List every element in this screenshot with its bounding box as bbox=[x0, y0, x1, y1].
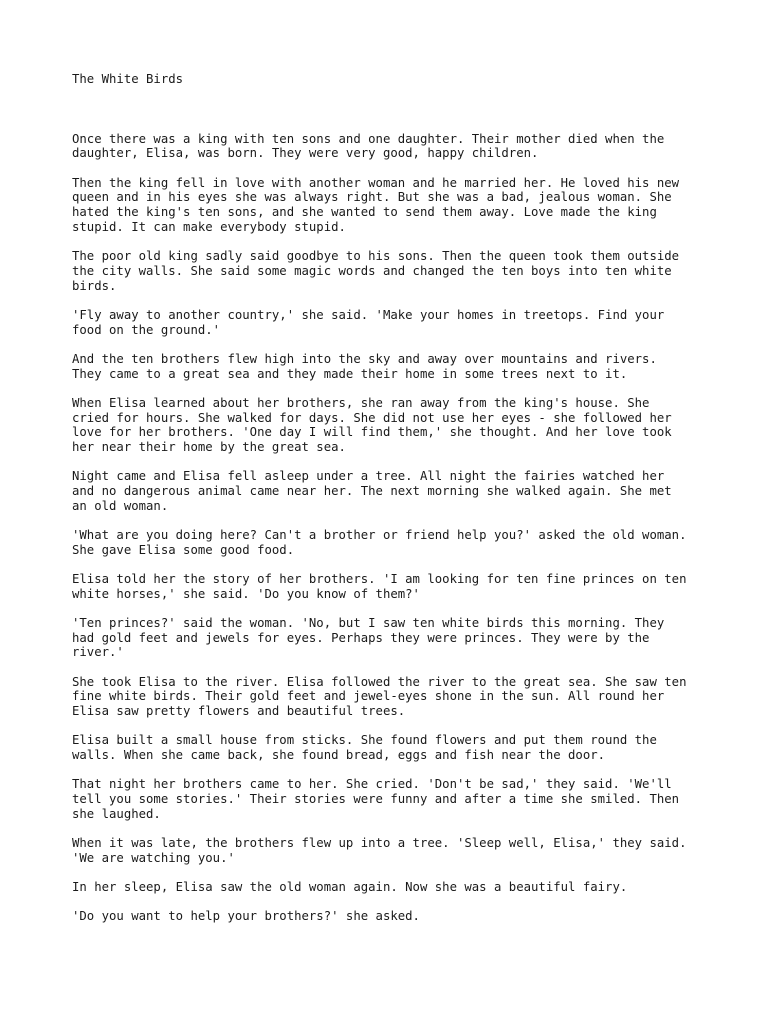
document-title: The White Birds bbox=[72, 72, 184, 86]
paragraph: When Elisa learned about her brothers, she ran away from the king's house. She cried for hours. She walked for days. She did not use her eyes - she followed her love for her brothers. 'One day I will find them,' she thought. And her love took her near their home by the great sea. bbox=[72, 395, 672, 454]
paragraph: In her sleep, Elisa saw the old woman again. Now she was a beautiful fairy. bbox=[72, 880, 628, 895]
paragraph: 'Fly away to another country,' she said. 'Make your homes in treetops. Find your food on the ground.' bbox=[72, 307, 665, 337]
paragraph: Elisa told her the story of her brothers. 'I am looking for ten fine princes on ten white horses,' she said. 'Do you know of them?' bbox=[72, 571, 687, 601]
paragraph: Elisa built a small house from sticks. She found flowers and put them round the walls. When she came back, she found bread, eggs and fish near the door. bbox=[72, 733, 657, 763]
paragraph: Once there was a king with ten sons and one daughter. Their mother died when the daughter, Elisa, was born. They were very good, happy children. bbox=[72, 131, 665, 161]
paragraph: That night her brothers came to her. She cried. 'Don't be sad,' they said. 'We'll tell you some stories.' Their stories were funny and after a time she smiled. Then she laughed. bbox=[72, 777, 680, 821]
paragraph: Then the king fell in love with another woman and he married her. He loved his new queen and in his eyes she was always right. But she was a bad, jealous woman. She hated the king's ten sons, and she wanted to send them away. Love made the king stupid. It can make everybody stupid. bbox=[72, 175, 680, 234]
paragraph: She took Elisa to the river. Elisa followed the river to the great sea. She saw ten fine white birds. Their gold feet and jewel-eyes shone in the sun. All round her Elisa saw pretty flowers and beautiful trees. bbox=[72, 674, 687, 719]
paragraph: When it was late, the brothers flew up into a tree. 'Sleep well, Elisa,' they said. 'We are watching you.' bbox=[72, 836, 687, 865]
paragraph: 'Ten princes?' said the woman. 'No, but I saw ten white birds this morning. They had gold feet and jewels for eyes. Perhaps they were princes. They were by the river.' bbox=[72, 615, 665, 660]
paragraph: 'Do you want to help your brothers?' she asked. bbox=[72, 909, 420, 924]
paragraph: Night came and Elisa fell asleep under a tree. All night the fairies watched her and no dangerous animal came near her. The next morning she walked again. She met an old woman. bbox=[72, 469, 672, 513]
paragraph: The poor old king sadly said goodbye to his sons. Then the queen took them outside the city walls. She said some magic words and changed the ten boys into ten white birds. bbox=[72, 249, 680, 293]
paragraph: 'What are you doing here? Can't a brother or friend help you?' asked the old woman. She gave Elisa some good food. bbox=[72, 527, 687, 557]
paragraph: And the ten brothers flew high into the sky and away over mountains and rivers. They came to a great sea and they made their home in some trees next to it. bbox=[72, 351, 657, 381]
